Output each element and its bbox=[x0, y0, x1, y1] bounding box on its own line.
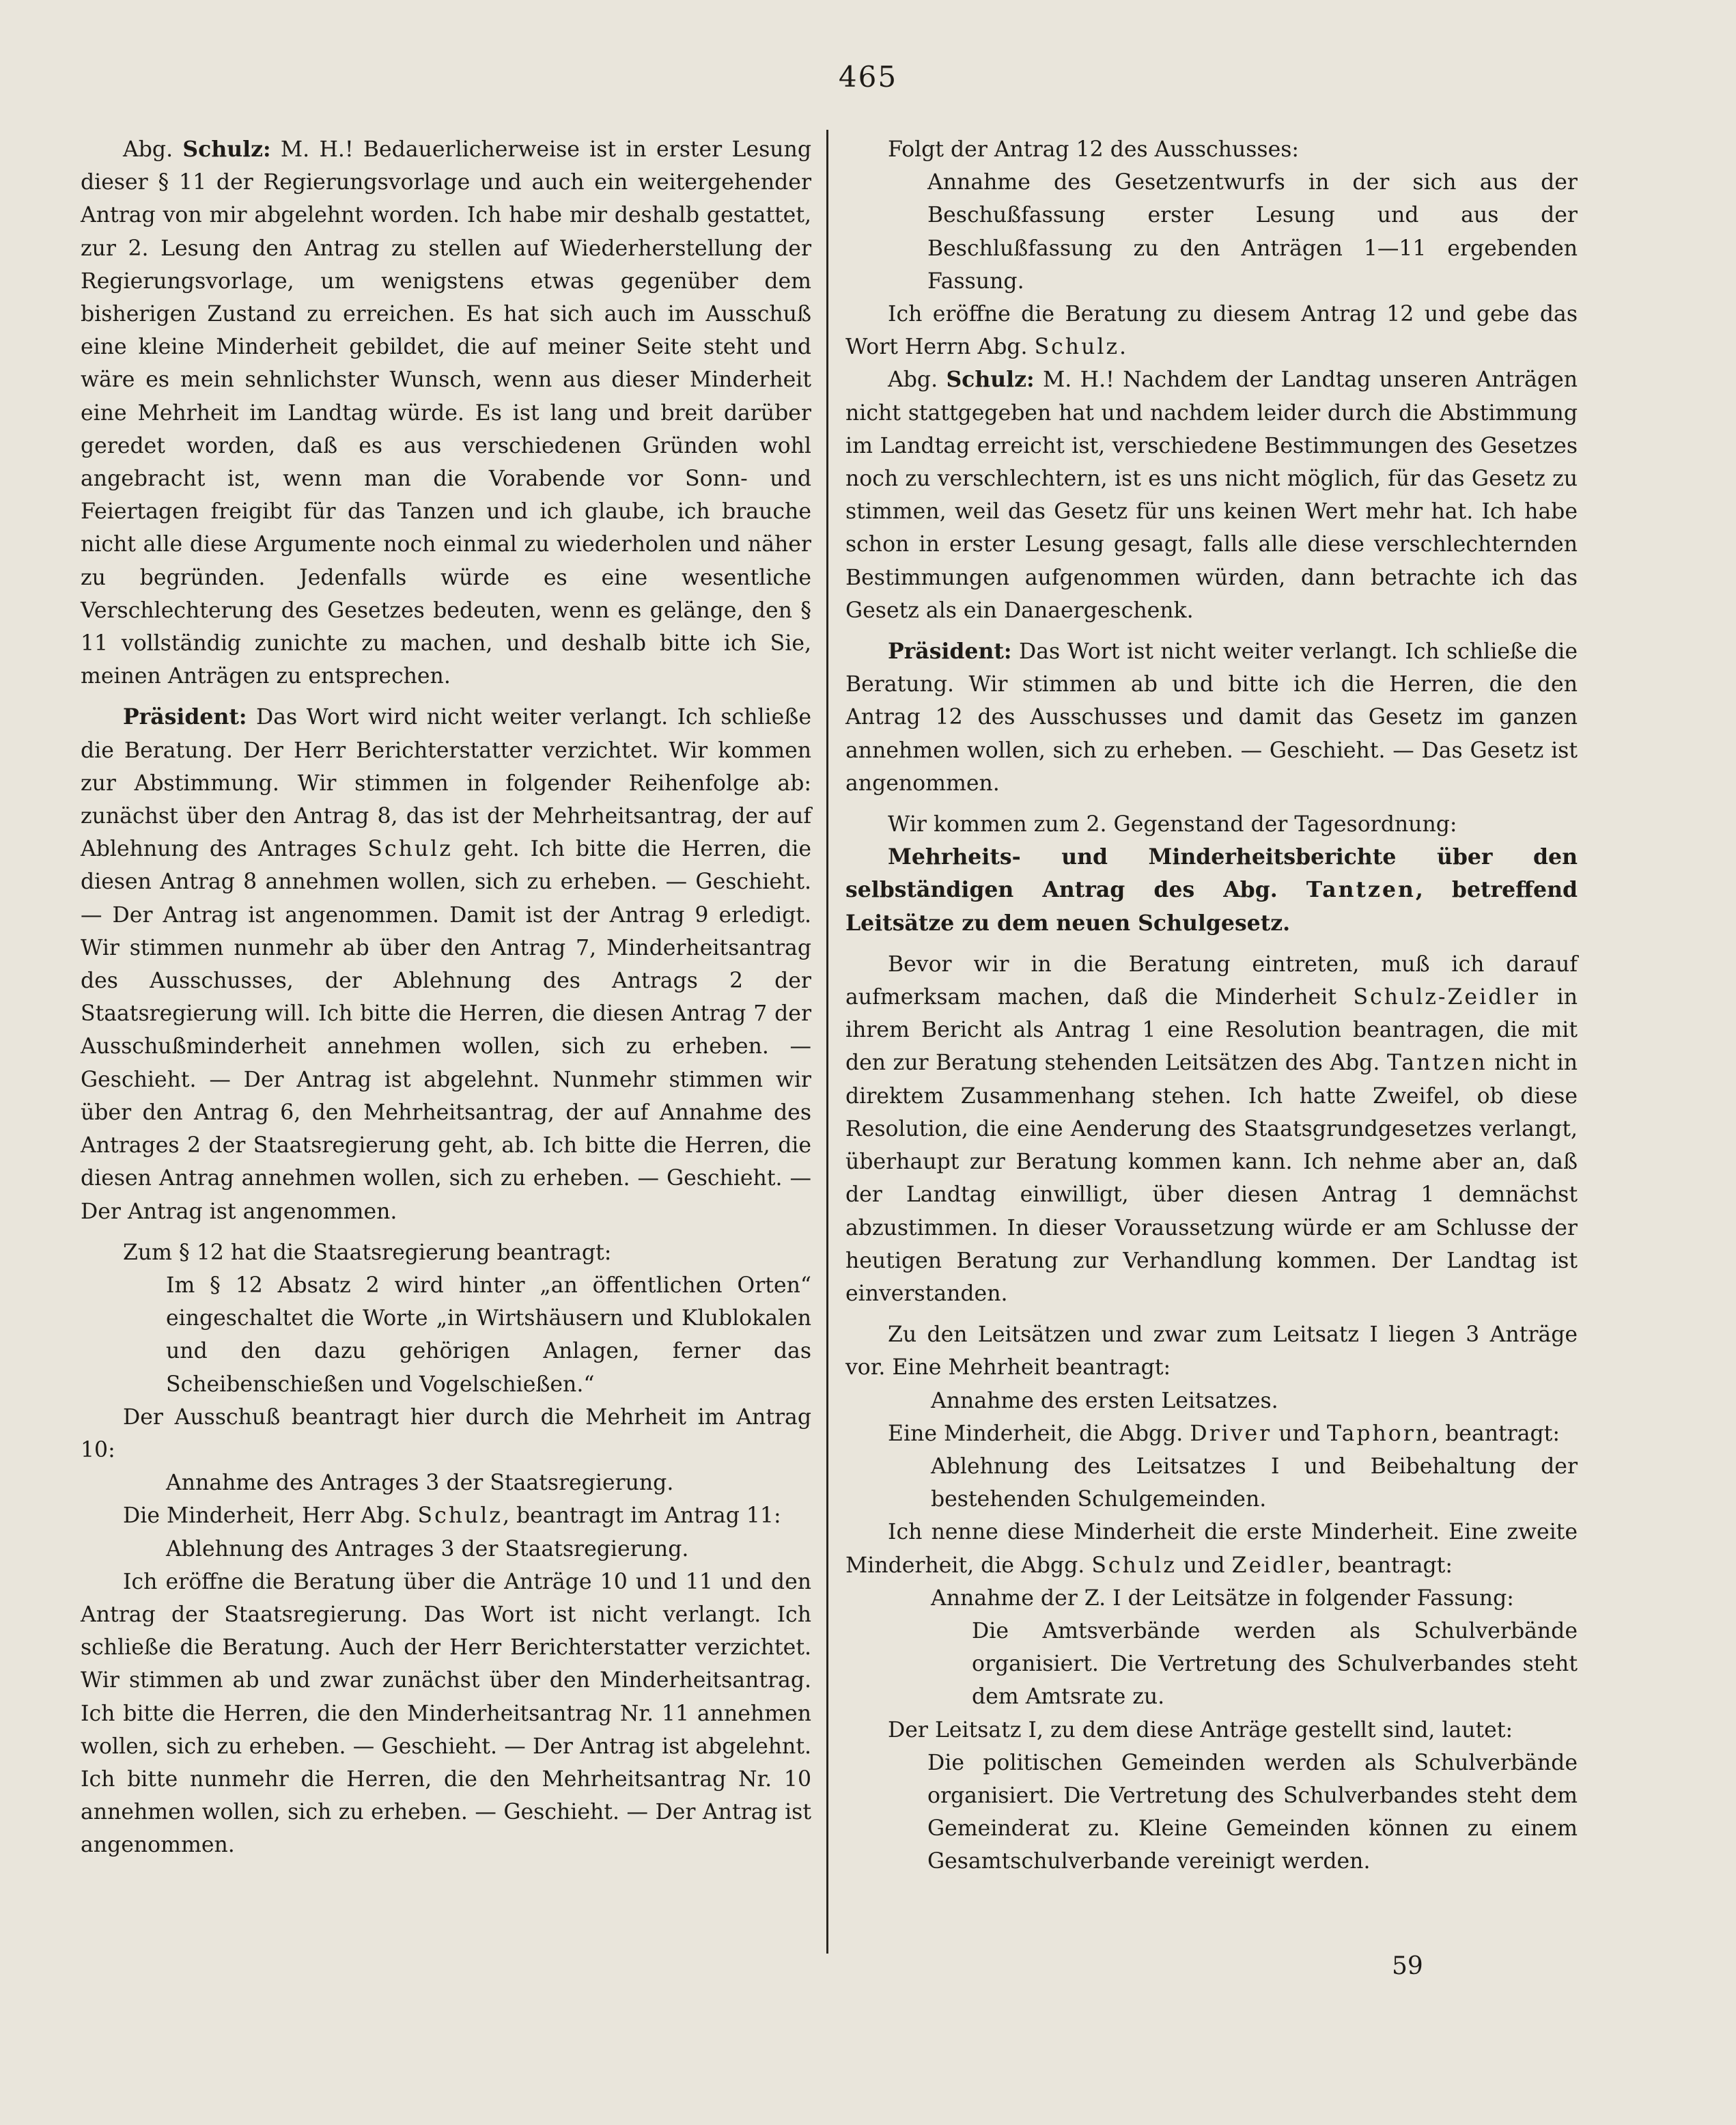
speech-text: M. H.! Bedauerlicherweise ist in erster Lesung dieser § 11 der Regierungsvorlage und auch ein weitergehender Antrag von mir abgelehnt worden. Ich habe mir deshalb gestattet, zur 2. Lesung den Antrag zu stellen auf Wiederherstellung der Regierungsvorlage, um wenigstens etwas gegenüber dem bisherigen Zustand zu erreichen. Es hat sich auch im Ausschuß eine kleine Minderheit gebildet, die auf meiner Seite steht und wäre es mein sehnlichster Wunsch, wenn aus dieser Minderheit eine Mehrheit im Landtag würde. Es ist lang und breit darüber geredet worden, daß es aus verschiedenen Gründen wohl angebracht ist, wenn man die Vorabende vor Sonn- und Feiertagen freigibt für das Tanzen und ich glaube, ich brauche nicht alle diese Argumente noch einmal zu wiederholen und näher zu begründen. Jedenfalls würde es eine wesentliche Verschlechterung des Gesetzes bedeuten, wenn es gelänge, den § 11 vollständig zunichte zu machen, und deshalb bitte ich Sie, meinen Anträgen zu entsprechen. bbox=[81, 137, 811, 689]
text: . bbox=[1119, 335, 1127, 360]
speech-schulz bbox=[81, 133, 811, 693]
paragraph-12-intro: Zum § 12 hat die Staatsregierung beantragt: bbox=[123, 1240, 612, 1265]
quoted-leitsatz-1: Die politischen Gemeinden werden als Schulverbände organisiert. Die Vertretung des Schulverbandes steht dem Gemeinderat zu. Kleine Gemeinden können zu einem Gesamtschulverbande vereinigt werden. bbox=[927, 1750, 1578, 1874]
agenda-heading bbox=[845, 841, 1578, 940]
spaced-name: Taphorn bbox=[1327, 1421, 1432, 1446]
text: Ich eröffne die Beratung zu diesem Antrag 12 und gebe das Wort Herrn Abg. bbox=[845, 302, 1578, 360]
speech-praesident bbox=[81, 701, 811, 1227]
text: Mehrheits- und Minderheitsberichte über den selbständigen Antrag des Abg. bbox=[845, 844, 1578, 903]
quoted-first-minority: Ablehnung des Leitsatzes I und Beibehaltung der bestehenden Schulgemeinden. bbox=[931, 1454, 1578, 1512]
page-number: 465 bbox=[838, 60, 898, 94]
paragraph-motion-12: Folgt der Antrag 12 des Ausschusses: bbox=[888, 137, 1300, 162]
text: Die Minderheit, Herr Abg. bbox=[123, 1503, 418, 1529]
speech-text: Das Wort ist nicht weiter verlangt. Ich schließe die Beratung. Wir stimmen ab und bitte ich die Herren, die den Antrag 12 des Ausschusses und damit das Gesetz im ganzen annehmen wollen, sich zu erheben. — Geschieht. — Das Gesetz ist angenommen. bbox=[845, 639, 1578, 796]
speaker-name: Präsident: bbox=[123, 704, 247, 730]
speaker-name: Schulz: bbox=[946, 367, 1035, 393]
spaced-name: Tantzen bbox=[1306, 877, 1416, 903]
quoted-motion-10: Annahme des Antrages 3 der Staatsregierung. bbox=[166, 1471, 674, 1496]
spaced-name: Schulz bbox=[367, 837, 453, 862]
paragraph-leitsatz-1: Der Leitsatz I, zu dem diese Anträge gestellt sind, lautet: bbox=[888, 1717, 1513, 1742]
paragraph-committee: Der Ausschuß beantragt hier durch die Mehrheit im Antrag 10: bbox=[81, 1404, 811, 1462]
quoted-motion-11: Ablehnung des Antrages 3 der Staatsregierung. bbox=[166, 1536, 689, 1561]
spaced-name: Tantzen bbox=[1386, 1051, 1487, 1076]
text: Bevor wir in die Beratung eintreten, muß ich darauf aufmerksam machen, daß die Minderheit bbox=[845, 952, 1578, 1010]
speech-text: M. H.! Nachdem der Landtag unseren Anträgen nicht stattgegeben hat und nachdem leider durch die Abstimmung im Landtag erreicht ist, verschiedene Bestimmungen des Gesetzes noch zu verschlechtern, ist es uns nicht möglich, für das Gesetz zu stimmen, weil das Gesetz für uns keinen Wert mehr hat. Ich habe schon in erster Lesung gesagt, falls alle diese verschlechternden Bestimmungen aufgenommen würden, dann betrachte ich das Gesetz als ein Danaergeschenk. bbox=[845, 367, 1578, 623]
spaced-name: Schulz bbox=[1091, 1553, 1177, 1578]
spaced-name: Zeidler bbox=[1231, 1553, 1325, 1578]
quoted-majority: Annahme des ersten Leitsatzes. bbox=[931, 1388, 1278, 1413]
text: , beantragt im Antrag 11: bbox=[502, 1503, 781, 1529]
right-column bbox=[845, 133, 1578, 1878]
speaker-prefix: Abg. bbox=[123, 137, 183, 162]
paragraph-resolution bbox=[845, 948, 1578, 1310]
spaced-name: Driver bbox=[1190, 1421, 1272, 1446]
spaced-name: Schulz-Zeidler bbox=[1353, 985, 1541, 1010]
paragraph-vote: Ich eröffne die Beratung über die Anträge 10 und 11 und den Antrag der Staatsregierung. Das Wort ist nicht verlangt. Ich schließe die Beratung. Auch der Herr Berichterstatter verzichtet. Wir stimmen ab und zwar zunächst über den Minderheitsantrag. Ich bitte die Herren, die den Minderheitsantrag Nr. 11 annehmen wollen, sich zu erheben. — Geschieht. — Der Antrag ist abgelehnt. Ich bitte nunmehr die Herren, die den Mehrheitsantrag Nr. 10 annehmen wollen, sich zu erheben. — Geschieht. — Der Antrag ist angenommen. bbox=[81, 1569, 811, 1858]
text: , beantragt: bbox=[1431, 1421, 1560, 1446]
speech-schulz-2 bbox=[845, 363, 1578, 627]
text: in ihrem Bericht als Antrag 1 eine Resolution beantragen, die mit den zur Beratung stehenden Leitsätzen des Abg. bbox=[845, 985, 1578, 1076]
text: und bbox=[1272, 1421, 1327, 1446]
paragraph-first-minority bbox=[845, 1417, 1578, 1450]
spaced-name: Schulz bbox=[417, 1503, 503, 1529]
left-column bbox=[81, 133, 811, 1862]
speech-praesident-2 bbox=[845, 635, 1578, 800]
quoted-second-minority-text: Die Amtsverbände werden als Schulverbände organisiert. Die Vertretung des Schulverbandes steht dem Amtsrate zu. bbox=[972, 1618, 1578, 1710]
speaker-name: Präsident: bbox=[888, 639, 1012, 665]
text: Ich nenne diese Minderheit die erste Minderheit. Eine zweite Minderheit, die Abgg. bbox=[845, 1520, 1578, 1578]
paragraph-leitsaetze: Zu den Leitsätzen und zwar zum Leitsatz I liegen 3 Anträge vor. Eine Mehrheit beantragt: bbox=[845, 1322, 1578, 1380]
paragraph-second-minority bbox=[845, 1516, 1578, 1581]
signature-mark: 59 bbox=[1392, 1952, 1423, 1980]
spaced-name: Schulz bbox=[1034, 335, 1120, 360]
paragraph-open-debate bbox=[845, 298, 1578, 363]
text: nicht in direktem Zusammenhang stehen. Ich hatte Zweifel, ob diese Resolution, die eine Aenderung des Staatsgrundgesetzes verlangt, überhaupt zur Beratung kommen kann. Ich nehme aber an, daß der Landtag einwilligt, über diesen Antrag 1 demnächst abzustimmen. In dieser Voraussetzung würde er am Schlusse der heutigen Beratung zur Verhandlung kommen. Der Landtag ist einverstanden. bbox=[845, 1051, 1578, 1306]
quoted-motion-12: Im § 12 Absatz 2 wird hinter „an öffentlichen Orten“ eingeschaltet die Worte „in Wirtshäusern und Klublokalen und den dazu gehörigen Anlagen, ferner das Scheibenschießen und Vogelschießen.“ bbox=[166, 1273, 811, 1397]
quoted-second-minority: Annahme der Z. I der Leitsätze in folgender Fassung: bbox=[931, 1585, 1514, 1611]
column-divider bbox=[826, 130, 828, 1954]
text: Eine Minderheit, die Abgg. bbox=[888, 1421, 1190, 1446]
speech-text: geht. Ich bitte die Herren, die diesen Antrag 8 annehmen wollen, sich zu erheben. — Geschieht. — Der Antrag ist angenommen. Damit ist der Antrag 9 erledigt. Wir stimmen nunmehr ab über den Antrag 7, Minderheitsantrag des Ausschusses, der Ablehnung des Antrags 2 der Staatsregierung will. Ich bitte die Herren, die diesen Antrag 7 der Ausschußminderheit annehmen wollen, sich zu erheben. — Geschieht. — Der Antrag ist abgelehnt. Nunmehr stimmen wir über den Antrag 6, den Mehrheitsantrag, der auf Annahme des Antrages 2 der Staatsregierung geht, ab. Ich bitte die Herren, die diesen Antrag annehmen wollen, sich zu erheben. — Geschieht. — Der Antrag ist angenommen. bbox=[81, 837, 811, 1224]
text: , betreffend Leitsätze zu dem neuen Schulgesetz. bbox=[845, 877, 1578, 936]
quoted-motion-12-text: Annahme des Gesetzentwurfs in der sich aus der Beschußfassung erster Lesung und aus der Beschlußfassung zu den Anträgen 1—11 ergebenden Fassung. bbox=[927, 170, 1578, 294]
speaker-name: Schulz: bbox=[182, 137, 271, 162]
paragraph-minority bbox=[81, 1499, 811, 1532]
speaker-prefix: Abg. bbox=[888, 367, 947, 393]
text: und bbox=[1176, 1553, 1232, 1578]
text: , beantragt: bbox=[1324, 1553, 1453, 1578]
agenda-item-2: Wir kommen zum 2. Gegenstand der Tagesordnung: bbox=[888, 812, 1457, 837]
speech-text: Das Wort wird nicht weiter verlangt. Ich schließe die Beratung. Der Herr Berichterstatter verzichtet. Wir kommen zur Abstimmung. Wir stimmen in folgender Reihenfolge ab: zunächst über den Antrag 8, das ist der Mehrheitsantrag, der auf Ablehnung des Antrages bbox=[81, 705, 811, 862]
